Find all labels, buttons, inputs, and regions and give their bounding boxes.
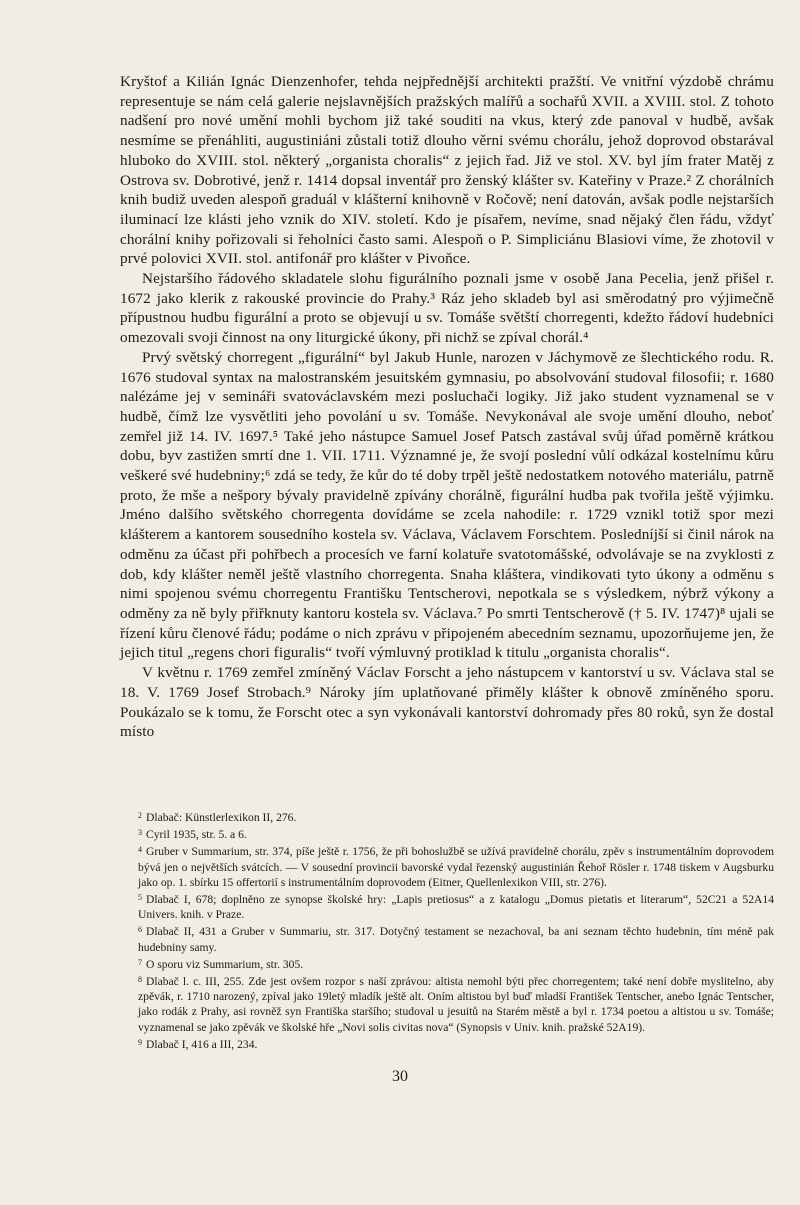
paragraph-3: Prvý světský chorregent „figurální“ byl Jakub Hunle, narozen v Jáchymově ze šlechtického rodu. R. 1676 studoval syntax na malostranském jesuitském gymnasiu, po absolvování studoval filosofii; r. 1680 nalézáme jej v semináři svatováclavském mezi posluchači logiky. Již jako student vyznamenal se v hudbě, čímž lze vysvětliti jeho povolání u sv. Tomáše. Nevykonával ale svoje umění dlouho, neboť zemřel již 14. IV. 1697.⁵ Také jeho nástupce Samuel Josef Patsch zastával svůj úřad poměrně krátkou dobu, byv zastižen smrtí dne 1. VII. 1711. Významné je, že svojí poslední vůlí odkázal kostelnímu kůru veškeré své hudebniny;⁶ zdá se tedy, že kůr do té doby trpěl ještě nedostatkem notového materiálu, patrně proto, že mše a nešpory bývaly pravidelně zpívány chorálně, figurální hudba pak tvořila ještě výjimku. Jméno dalšího světského chorregenta dovídáme se zcela nahodile: r. 1729 vznikl totiž spor mezi klášterem a kantorem sousedního kostela sv. Václava, Václavem Forschtem. Posledníjší si činil nárok na odměnu za účast při pohřbech a procesích ve farní kolatuře svatotomášské, odvolávaje se na zvyklosti z dob, kdy klášter neměl ještě vlastního chorregenta. Snaha kláštera, vindikovati tyto úkony a odměnu s nimi spojenou svému chorregentu Františku Tentscherovi, nepotkala se s výsledkem, nýbrž výkony a odměny za ně byly přiřknuty kantoru kostela sv. Václava.⁷ Po smrti Tentscherově († 5. IV. 1747)⁸ ujali se řízení kůru členové řádu; podáme o nich zprávu v připojeném abecedním seznamu, upozorňujeme jen, že jejich titul „regens chori figuralis“ tvoří výmluvný protiklad k titulu „organista choralis“. bbox=[120, 348, 774, 662]
footnote: $^3$ Cyril 1935, str. 5. a 6. bbox=[138, 828, 247, 842]
paragraph-4: V květnu r. 1769 zemřel zmíněný Václav Forscht a jeho nástupcem v kantorství u sv. Václava stal se 18. V. 1769 Josef Strobach.⁹ Nároky jím uplatňované přiměly klášter k obnově zmíněného sporu. Poukázalo se k tomu, že Forscht otec a syn vykonávali kantorství dohromady přes 80 roků, syn že dostal místo bbox=[120, 664, 774, 741]
footnote: $^4$ Gruber v Summarium, str. 374, píše ještě r. 1756, že při bohoslužbě se užívá pravidelně chorálu, zpěv s instrumentálním doprovodem bývá jen o největších svátcích. — V sousední provincii bavorské vydal řezenský augustinián Řehoř Rösler r. 1748 tiskem v Augsburku jako op. 1. sbírku 15 offertorií s instrumentálním doprovodem (Eitner, Quellenlexikon VIII, str. 276). bbox=[138, 845, 774, 889]
footnote: $^7$ O sporu viz Summarium, str. 305. bbox=[138, 957, 304, 971]
footnotes bbox=[120, 808, 774, 1052]
page-number: 30 bbox=[392, 1068, 408, 1085]
paragraph-2: Nejstaršího řádového skladatele slohu figurálního poznali jsme v osobě Jana Pecelia, jenž přišel r. 1672 jako klerik z rakouské provincie do Prahy.³ Ráz jeho skladeb byl asi směrodatný pro výjimečně přípustnou hudbu figurální a proto se objevují u sv. Tomáše světští chorregenti, kdežto řádoví hudebníci omezovali svoji činnost na ony liturgické úkony, při nichž se zpíval chorál.⁴ bbox=[120, 270, 774, 347]
footnote: $^9$ Dlabač I, 416 a III, 234. bbox=[138, 1037, 258, 1051]
footnote: $^2$ Dlabač: Künstlerlexikon II, 276. bbox=[138, 811, 297, 824]
footnote: $^6$ Dlabač II, 431 a Gruber v Summariu, str. 317. Dotyčný testament se nezachoval, ba ani seznam těchto hudebnin, tím méně pak hudebniny samy. bbox=[138, 925, 774, 954]
paragraph-1: Kryštof a Kilián Ignác Dienzenhofer, tehda nejpřednější architekti pražští. Ve vnitřní výzdobě chrámu representuje se nám celá galerie nejslavnějších pražských malířů a sochařů XVII. a XVIII. stol. Z tohoto nadšení pro nové umění mohli bychom již také souditi na vkus, který zde panoval v hudbě, avšak nesmíme se přenáhliti, augustiniáni zůstali totiž dlouho věrni svému chorálu, jehož doprovod obstarával hluboko do XVIII. stol. některý „organista choralis“ z jejich řad. Již ve stol. XV. byl jím frater Matěj z Ostrova sv. Dobrotivé, jenž r. 1414 dopsal inventář pro ženský klášter sv. Kateřiny v Praze.² Z chorálních knih budiž uveden alespoň graduál v klášterní knihovně v Ročově; není datován, avšak podle nejstarších iluminací lze klásti jeho vznik do XIV. století. Kdo je písařem, nevíme, snad nějaký člen řádu, vždyť chorální knihy pořizovali si řeholníci často sami. Alespoň o P. Simpliciánu Blasiovi víme, že zhotovil v prvé polovici XVII. stol. antifonář pro klášter v Pivoňce. bbox=[120, 73, 774, 268]
footnote: $^5$ Dlabač I, 678; doplněno ze synopse školské hry: „Lapis pretiosus“ a z katalogu „Domus pietatis et literarum“, 52C21 a 52A14 Univers. knih. v Praze. bbox=[138, 893, 774, 922]
footnote: $^8$ Dlabač l. c. III, 255. Zde jest ovšem rozpor s naší zprávou: altista nemohl býti přec chorregentem; také není dobře myslitelno, aby zpěvák, r. 1710 narozený, zpíval jako 19letý mladík ještě alt. Oním altistou byl buď mladší František Tentscher, anebo Ignác Tentscher, jako rodák z Prahy, asi rovněž syn Františka staršího; studoval u jesuitů na Starém městě a byl r. 1734 poetou a altistou u sv. Tomáše; vyznamenal se jako zpěvák ve školské hře „Novi solis civitas nova“ (Synopsis v Univ. knih. pražské 52A19). bbox=[138, 975, 774, 1034]
main-text bbox=[120, 72, 774, 742]
